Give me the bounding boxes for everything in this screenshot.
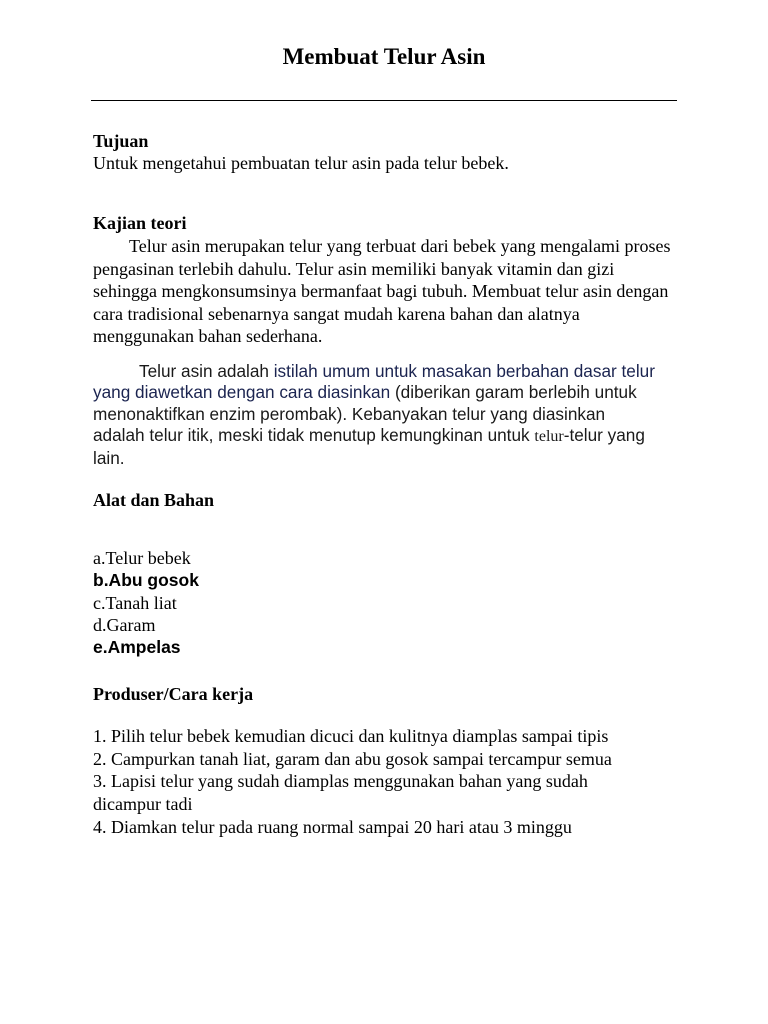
document-title: Membuat Telur Asin <box>282 44 486 69</box>
alat-list <box>93 547 683 658</box>
kajian-paragraph-2 <box>93 361 658 470</box>
section-kajian-teori <box>93 212 683 469</box>
section-prosedur <box>93 683 683 705</box>
title-divider <box>91 100 677 101</box>
section-tujuan <box>93 130 683 175</box>
kajian-p2-part1: Telur asin adalah <box>139 360 274 381</box>
kajian-p2-highlight: istilah umum untuk masakan berbahan dasar telur yang diawetkan dengan cara diasinkan <box>93 360 655 403</box>
section-heading-prosedur: Produser/Cara kerja <box>93 684 254 704</box>
section-alat-bahan <box>93 489 683 511</box>
kajian-p2-part4: telur <box>534 428 564 446</box>
section-heading-tujuan: Tujuan <box>93 131 149 151</box>
list-item: d.Garam <box>93 614 156 635</box>
list-item: c.Tanah liat <box>93 592 177 613</box>
step-item: 4. Diamkan telur pada ruang normal sampai 20 hari atau 3 minggu <box>93 816 572 837</box>
step-item: 3. Lapisi telur yang sudah diamplas menggunakan bahan yang sudah dicampur tadi <box>93 771 588 815</box>
section-heading-alat: Alat dan Bahan <box>93 490 215 510</box>
list-item: b.Abu gosok <box>93 570 199 591</box>
step-item: 2. Campurkan tanah liat, garam dan abu gosok sampai tercampur semua <box>93 748 612 769</box>
section-heading-kajian: Kajian teori <box>93 213 187 233</box>
kajian-paragraph-1: Telur asin merupakan telur yang terbuat dari bebek yang mengalami proses pengasinan terlebih dahulu. Telur asin memiliki banyak vitamin dan gizi sehingga mengkonsumsinya bermanfaat bagi tubuh. Membuat telur asin dengan cara tradisional sebenarnya sangat mudah karena bahan dan alatnya menggunakan bahan sederhana. <box>93 236 671 346</box>
list-item: e.Ampelas <box>93 637 181 658</box>
kajian-p2-part3: (diberikan garam berlebih untuk menonaktifkan enzim perombak). Kebanyakan telur yang diasinkan adalah telur itik, meski tidak menutup kemungkinan untuk <box>93 382 637 446</box>
list-item: a.Telur bebek <box>93 548 191 568</box>
tujuan-text: Untuk mengetahui pembuatan telur asin pada telur bebek. <box>93 153 509 173</box>
step-item: 1. Pilih telur bebek kemudian dicuci dan kulitnya diamplas sampai tipis <box>93 726 609 746</box>
prosedur-steps <box>93 725 653 839</box>
kajian-p2-part5: -telur yang lain. <box>93 425 645 468</box>
